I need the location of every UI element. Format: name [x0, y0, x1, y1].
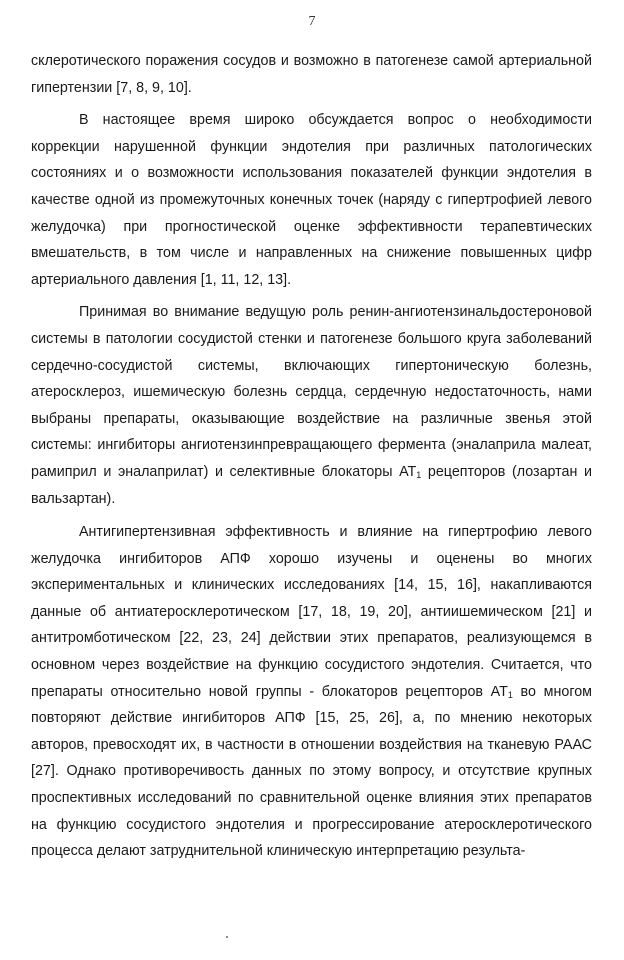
paragraph-ace-inhibitors — [31, 519, 592, 865]
page-number: 7 — [308, 14, 316, 29]
paragraph-text: во многом повторяют действие ингибиторов АПФ [15, 25, 26], а, по мнению некоторых авторов, превосходят их, в частности в отношении воздействия на тканевую РААС [27]. Однако противоречивость данных по этому вопросу, и отсутствие крупных проспективных исследований по сравнительной оценке влияния этих препаратов на функцию сосудистого эндотелия и прогрессирование атеросклеротического процесса делают затруднительной клиническую интерпретацию результа- — [31, 683, 592, 860]
paragraph-continuation: склеротического поражения сосудов и возможно в патогенезе самой артериальной гипертензии [7, 8, 9, 10]. — [31, 53, 592, 96]
scan-dot — [226, 936, 228, 938]
document-body — [31, 48, 592, 865]
paragraph-text: Принимая во внимание ведущую роль ренин-ангиотензинальдостероновой системы в патологии сосудистой стенки и патогенезе большого круга заболеваний сердечно-сосудистой системы, включающих гипертоническую болезнь, атеросклероз, ишемическую болезнь сердца, сердечную недостаточность, нами выбраны препараты, оказывающие воздействие на различные звенья этой системы: ингибиторы ангиотензинпревращающего фермента (эналаприла малеат, рамиприл и эналаприлат) и селективные блокаторы АТ — [31, 304, 592, 480]
subscript: 1 — [416, 469, 422, 480]
paragraph-endothelium-correction: В настоящее время широко обсуждается вопрос о необходимости коррекции нарушенной функции эндотелия при различных патологических состояниях и о возможности использования показателей функции эндотелия в качестве одной из промежуточных конечных точек (наряду с гипертрофией левого желудочка) при прогностической оценке эффективности терапевтических вмешательств, в том числе и направленных на снижение повышенных цифр артериального давления [1, 11, 12, 13]. — [31, 112, 592, 288]
subscript: 1 — [507, 689, 513, 700]
paragraph-text: Антигипертензивная эффективность и влияние на гипертрофию левого желудочка ингибиторов АПФ хорошо изучены и оценены во многих экспериментальных и клинических исследованиях [14, 15, 16], накапливаются данные об антиатеросклеротическом [17, 18, 19, 20], антиишемическом [21] и антитромботическом [22, 23, 24] действии этих препаратов, реализующемся в основном через воздействие на функцию сосудистого эндотелия. Считается, что препараты относительно новой группы - блокаторов рецепторов АТ — [31, 524, 592, 700]
paragraph-text: рецепторов (лозартан и вальзартан). — [31, 463, 592, 507]
paragraph-raas-drugs — [31, 299, 592, 512]
